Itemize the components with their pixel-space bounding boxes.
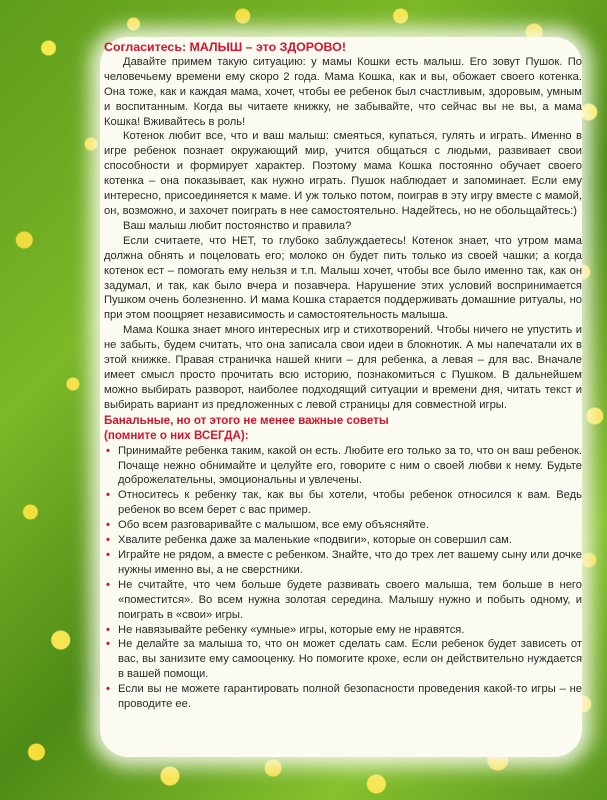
tips-heading-line2: (помните о них ВСЕГДА): — [104, 428, 249, 442]
list-item — [104, 578, 582, 623]
list-item — [104, 682, 582, 712]
bullet-icon: • — [106, 444, 110, 457]
tip-text: Не навязывайте ребенку «умные» игры, которые ему не нравятся. — [118, 623, 465, 636]
bullet-icon: • — [106, 549, 110, 561]
bullet-icon: • — [106, 638, 110, 651]
paragraph: Давайте примем такую ситуацию: у мамы Кошки есть малыш. Его зовут Пушок. По человечьему времени ему скоро 2 года. Мама Кошка, как и вы, обожает своего котенка. Она тоже, как и каждая мама, хочет, чтобы ее ребенок был счастливым, здоровым, умным и воспитанным. Когда вы читаете книжку, не забывайте, что сейчас вы не вы, а мама Кошка! Вживайтесь в роль! — [104, 55, 582, 128]
list-item — [104, 518, 582, 533]
paragraph: Ваш малыш любит постоянство и правила? — [123, 219, 352, 232]
bullet-icon: • — [106, 623, 110, 636]
page-content — [104, 40, 582, 712]
tip-text: Принимайте ребенка таким, какой он есть. Любите его только за то, что он ваш ребенок. Почаще нежно обнимайте и целуйте его, говорите с ним о своей любви к нему. Будьте доброжелательны, эмоциональны и увлечены. — [118, 444, 582, 487]
list-item — [104, 444, 582, 489]
paragraph: Котенок любит все, что и ваш малыш: смеяться, купаться, гулять и играть. Именно в игре ребенок познает окружающий мир, учится общаться с людьми, развивает свои способности и формирует характер. Поэтому мама Кошка постоянно обучает своего котенка – она показывает, как нужно играть. Пушок наблюдает и запоминает. Если ему интересно, присоединяется к маме. И уж только потом, поиграв в эту игру вместе с мамой, он, возможно, и захочет поиграть в нее самостоятельно. Надейтесь, но не обольщайтесь:) — [104, 130, 582, 217]
list-item — [104, 637, 582, 682]
bullet-icon: • — [106, 578, 110, 591]
tip-text: Обо всем разговаривайте с малышом, все ему объясняйте. — [118, 519, 429, 532]
tip-text: Хвалите ребенка даже за маленькие «подвиги», которые он совершил сам. — [118, 534, 512, 547]
list-item — [104, 488, 582, 518]
bullet-icon: • — [106, 519, 110, 532]
tip-text: Играйте не рядом, а вместе с ребенком. Знайте, что до трех лет вашему сыну или дочке нужны именно вы, а не сверстники. — [118, 549, 582, 576]
list-item — [104, 533, 582, 548]
bullet-icon: • — [106, 489, 110, 502]
tip-text: Относитесь к ребенку так, как вы бы хотели, чтобы ребенок относился к вам. Ведь ребенок во всем берет с вас пример. — [118, 489, 582, 517]
tips-heading-line1: Банальные, но от этого не менее важные советы — [104, 413, 389, 427]
list-item — [104, 548, 582, 578]
paragraph: Если считаете, что НЕТ, то глубоко заблуждаетесь! Котенок знает, что утром мама должна обнять и поцеловать его; молоко он будет пить только из своей чашки; а когда котенок ест – помогать ему нельзя и т.п. Малыш хочет, чтобы все было именно так, как он задумал, и так, как было вчера и позавчера. Нарушение этих условий воспринимается Пушком очень болезненно. И мама Кошка старается поддерживать домашние ритуалы, но при этом поощряет независимость и самостоятельность малыша. — [104, 234, 582, 322]
bullet-icon: • — [106, 683, 110, 696]
tips-list — [104, 444, 582, 712]
tip-text: Не делайте за малыша то, что он может сделать сам. Если ребенок будет зависеть от вас, вы занизите ему самооценку. Но помогите крохе, если он действительно нуждается в вашей помощи. — [118, 638, 582, 681]
bullet-icon: • — [106, 534, 110, 547]
tip-text: Не считайте, что чем больше будете развивать своего малыша, тем больше в него «поместится». Во всем нужна золотая середина. Малышу нужно и побыть одному, и поиграть в «свои» игры. — [118, 578, 582, 621]
tips-heading — [104, 413, 582, 443]
list-item — [104, 623, 582, 638]
tip-text: Если вы не можете гарантировать полной безопасности проведения какой-то игры – не проводите ее. — [118, 683, 582, 711]
section-heading: Согласитесь: МАЛЫШ – это ЗДОРОВО! — [104, 40, 346, 54]
paragraph: Мама Кошка знает много интересных игр и стихотворений. Чтобы ничего не упустить и не забыть, будем считать, что она записала свои идеи в блокнотик. А мы напечатали их в этой книжке. Правая страничка нашей книги – для ребенка, а левая – для вас. Вначале имеет смысл просто прочитать всю историю, познакомиться с Пушком. В дальнейшем можно выбирать разворот, наиболее подходящий ситуации и времени дня, читать текст и выбирать вариант из предложенных с левой страницы для совместной игры. — [104, 324, 582, 411]
